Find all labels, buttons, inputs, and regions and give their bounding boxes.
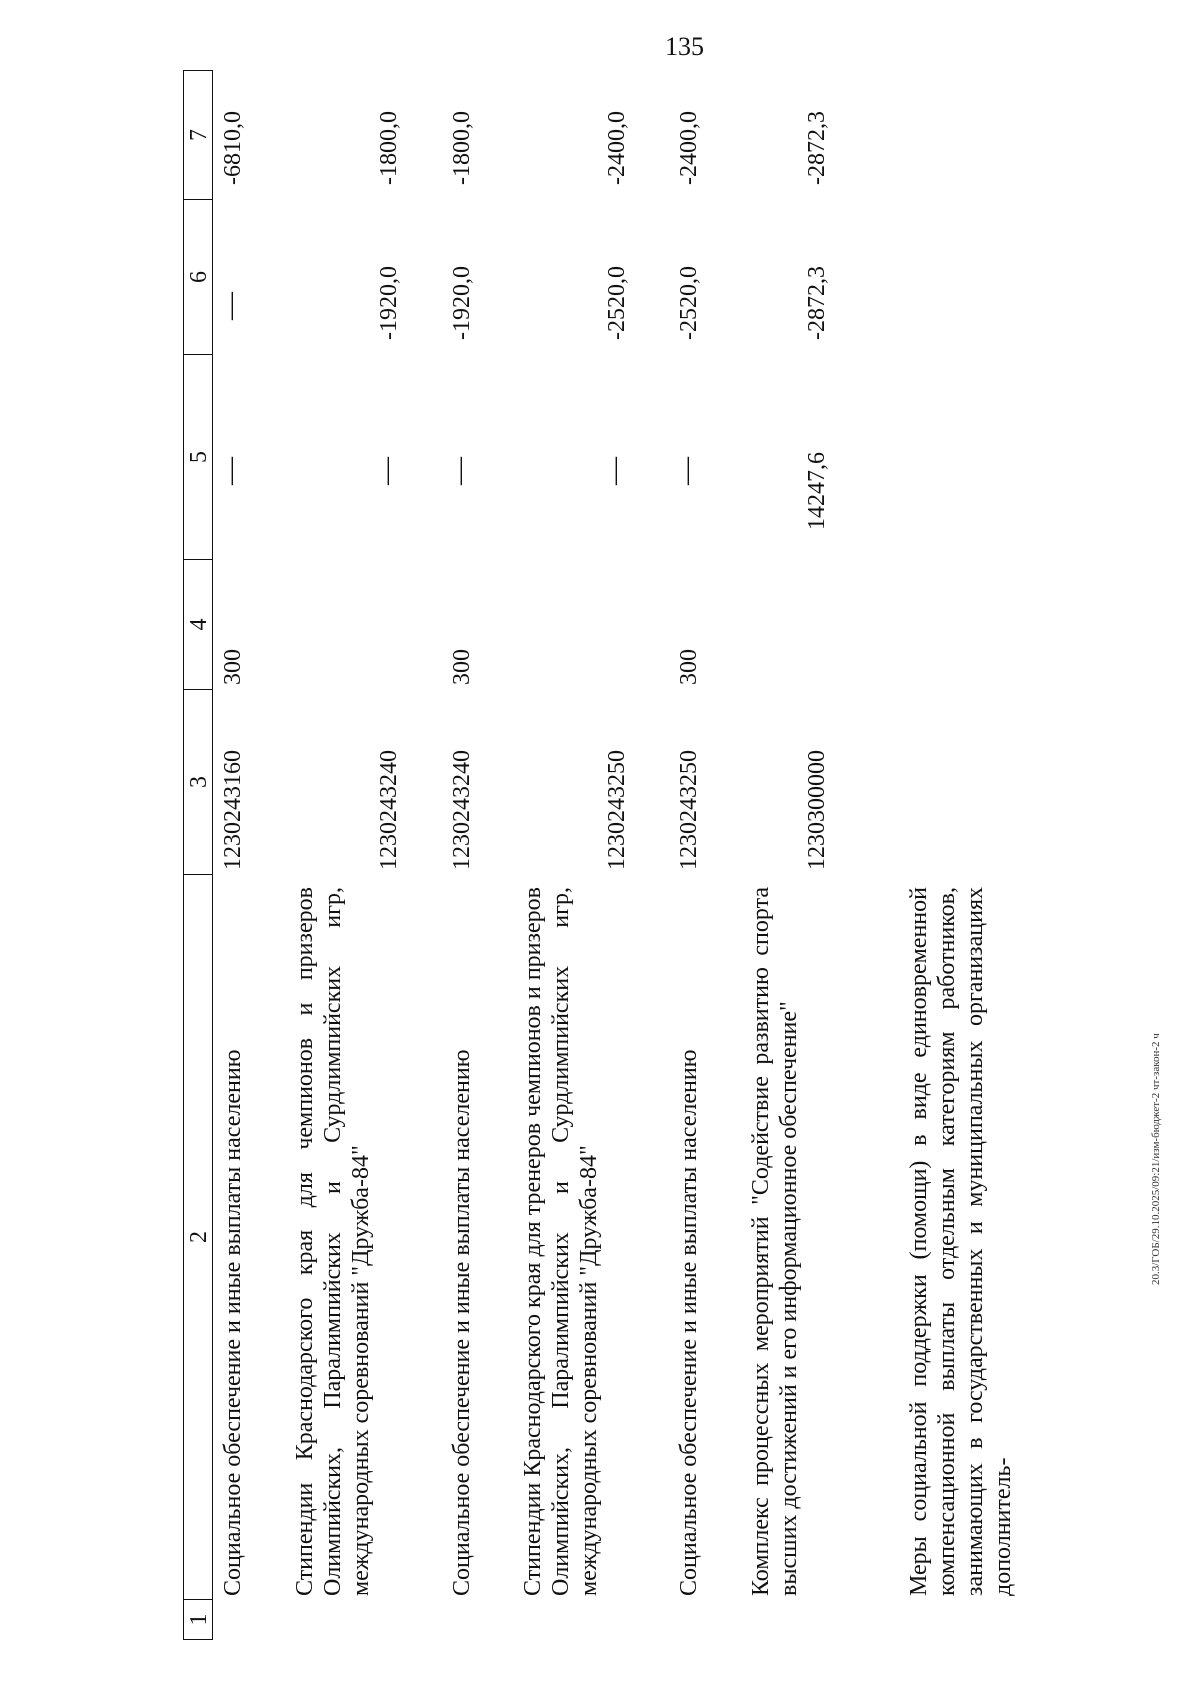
row-4-col7: -2400,0	[604, 111, 630, 185]
row-1-col7: -6810,0	[220, 111, 246, 185]
row-1-col6: —	[215, 292, 246, 320]
row-2-code: 1230243240	[376, 750, 402, 870]
row-6-col5: 14247,6	[804, 452, 830, 530]
row-4-col5: —	[599, 457, 630, 485]
row-1-group: 300	[220, 649, 246, 685]
row-5-name: Социальное обеспечение и иные выплаты населению	[676, 1049, 702, 1596]
row-4-col6: -2520,0	[604, 266, 630, 340]
row-5-col6: -2520,0	[676, 266, 702, 340]
footer-code: 20.3/ГОБ/29.10.2025/09:21/изм-бюджет-2 чт-закон-2 ч	[1150, 1033, 1162, 1285]
row-1-name: Социальное обеспечение и иные выплаты населению	[220, 1049, 246, 1596]
header-col-7: 7	[183, 70, 213, 200]
row-4-name: Стипендии Краснодарского края для тренеров чемпионов и призеров Олимпийских, Паралимпийских и Сурдлимпийских игр, международных соревнований "Дружба-84"	[520, 887, 602, 1596]
row-3-col7: -1800,0	[449, 111, 475, 185]
page-number: 135	[665, 32, 704, 61]
row-2-col7: -1800,0	[376, 111, 402, 185]
row-6-code: 1230300000	[804, 750, 830, 870]
row-5-code: 1230243250	[676, 750, 702, 870]
row-3-col5: —	[444, 457, 475, 485]
header-col-5: 5	[183, 355, 213, 560]
header-col-6: 6	[183, 200, 213, 355]
row-5-col5: —	[671, 457, 702, 485]
row-5-col7: -2400,0	[676, 111, 702, 185]
row-2-name: Стипендии Краснодарского края для чемпионов и призеров Олимпийских, Паралимпийских и Сурдлимпийских игр, международных соревнований "Дружба-84"	[292, 887, 374, 1596]
row-3-code: 1230243240	[449, 750, 475, 870]
row-7-name: Меры социальной поддержки (помощи) в виде единовременной компенсационной выплаты отдельным категориям работников, занимающих в государственных и муниципальных организациях дополнитель-	[906, 887, 1016, 1596]
row-6-col7: -2872,3	[804, 111, 830, 185]
header-col-3: 3	[183, 690, 213, 875]
row-5-group: 300	[676, 649, 702, 685]
row-3-col6: -1920,0	[449, 266, 475, 340]
row-3-name: Социальное обеспечение и иные выплаты населению	[449, 1049, 475, 1596]
budget-table	[183, 70, 1063, 1640]
header-col-2: 2	[183, 875, 213, 1600]
row-3-group: 300	[449, 649, 475, 685]
row-6-name: Комплекс процессных мероприятий "Содействие развитию спорта высших достижений и его информационное обеспечение"	[748, 887, 802, 1596]
header-col-1: 1	[183, 1600, 213, 1640]
row-2-col6: -1920,0	[376, 266, 402, 340]
row-2-col5: —	[371, 457, 402, 485]
row-1-col5: —	[215, 457, 246, 485]
row-4-code: 1230243250	[604, 750, 630, 870]
header-col-4: 4	[183, 560, 213, 690]
row-6-col6: -2872,3	[804, 266, 830, 340]
row-1-code: 1230243160	[220, 750, 246, 870]
